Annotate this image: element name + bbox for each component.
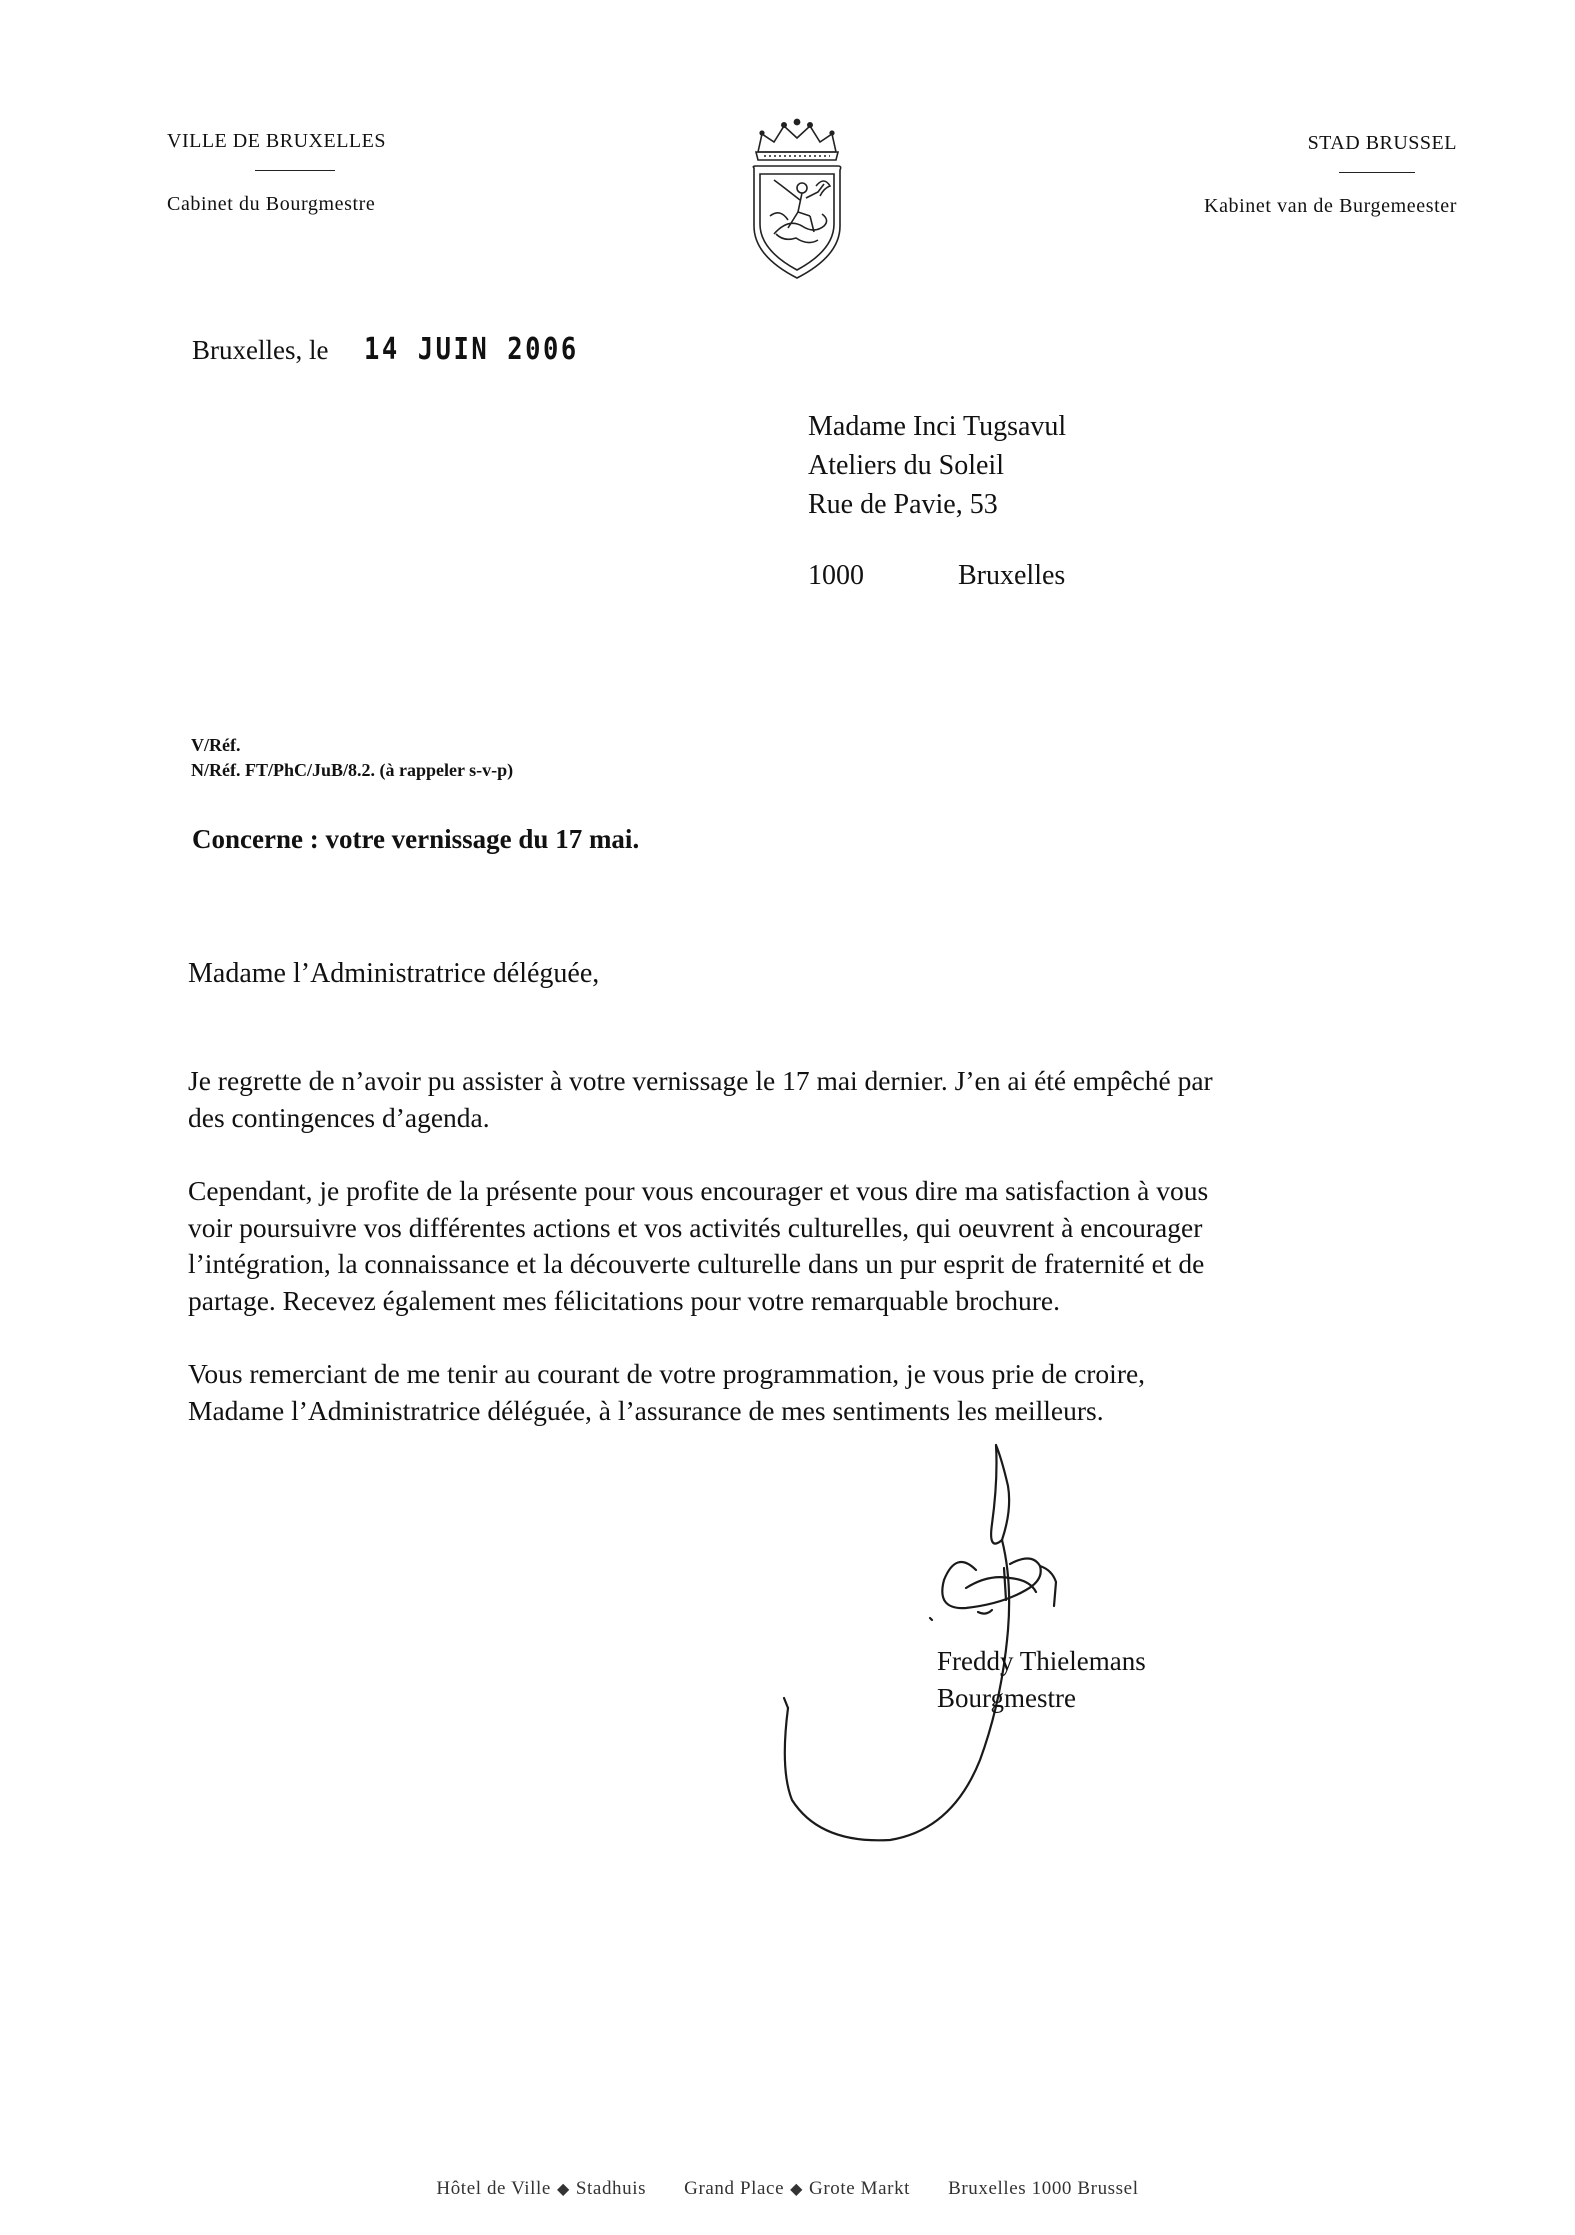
recipient-zip: 1000 bbox=[808, 560, 864, 591]
letterhead-divider-right bbox=[1339, 172, 1415, 173]
recipient-city: Bruxelles bbox=[958, 560, 1066, 591]
city-crest-emblem bbox=[744, 116, 850, 284]
paragraph-line: l’intégration, la connaissance et la découverte culturelle dans un pur esprit de fraternité et de bbox=[188, 1248, 1205, 1279]
letterhead-left bbox=[167, 128, 487, 217]
paragraph bbox=[188, 1063, 1448, 1136]
recipient-name: Madame Inci Tugsavul bbox=[808, 411, 1067, 442]
signatory-name: Freddy Thielemans bbox=[937, 1646, 1146, 1676]
diamond-separator-icon: ◆ bbox=[556, 2181, 570, 2198]
footer-town-hall-fr: Hôtel de Ville bbox=[436, 2178, 551, 2199]
date-line bbox=[192, 330, 617, 370]
paragraph-line: partage. Recevez également mes félicitations pour votre remarquable brochure. bbox=[188, 1284, 1060, 1316]
your-reference: V/Réf. bbox=[191, 735, 241, 755]
cabinet-nl: Kabinet van de Burgemeester bbox=[1204, 195, 1457, 217]
signatory-title: Bourgmestre bbox=[937, 1683, 1076, 1713]
paragraph bbox=[188, 1173, 1448, 1319]
paragraph-line: Cependant, je profite de la présente pour vous encourager et vous dire ma satisfaction à vous bbox=[188, 1175, 1209, 1206]
recipient-street: Rue de Pavie, 53 bbox=[808, 489, 998, 520]
paragraph-line: des contingences d’agenda. bbox=[188, 1101, 490, 1133]
letterhead-divider-left bbox=[255, 170, 335, 171]
letterhead-right bbox=[1097, 130, 1457, 219]
recipient-city-line bbox=[808, 556, 1066, 595]
paragraph bbox=[188, 1356, 1448, 1429]
footer-address bbox=[0, 2178, 1575, 2200]
paragraph-line: voir poursuivre vos différentes actions et vos activités culturelles, qui oeuvrent à encourager bbox=[188, 1211, 1203, 1243]
cabinet-fr: Cabinet du Bourgmestre bbox=[167, 193, 376, 215]
recipient-organization: Ateliers du Soleil bbox=[808, 450, 1004, 481]
paragraph-line: Vous remerciant de me tenir au courant de votre programmation, je vous prie de croire, bbox=[188, 1358, 1146, 1389]
paragraph-line: Je regrette de n’avoir pu assister à votre vernissage le 17 mai dernier. J’en ai été empêché par bbox=[188, 1065, 1213, 1096]
recipient-address bbox=[808, 407, 1066, 595]
city-name-nl: STAD BRUSSEL bbox=[1307, 132, 1457, 154]
date-prefix: Bruxelles, le bbox=[192, 335, 329, 365]
letter-body bbox=[188, 1063, 1448, 1466]
footer-square-nl: Grote Markt bbox=[809, 2178, 911, 2199]
city-name-fr: VILLE DE BRUXELLES bbox=[167, 130, 386, 152]
signatory bbox=[937, 1643, 1146, 1717]
salutation: Madame l’Administratrice déléguée, bbox=[188, 958, 600, 989]
paragraph-line: Madame l’Administratrice déléguée, à l’assurance de mes sentiments les meilleurs. bbox=[188, 1394, 1104, 1426]
references bbox=[191, 733, 513, 783]
diamond-separator-icon: ◆ bbox=[790, 2181, 804, 2198]
footer-square-fr: Grand Place bbox=[684, 2178, 785, 2199]
footer-town-hall-nl: Stadhuis bbox=[575, 2178, 647, 2199]
footer-city: Bruxelles 1000 Brussel bbox=[948, 2178, 1139, 2199]
subject-line: Concerne : votre vernissage du 17 mai. bbox=[192, 824, 640, 854]
date-stamp: 14 JUIN 2006 bbox=[364, 332, 580, 367]
our-reference: N/Réf. FT/PhC/JuB/8.2. (à rappeler s-v-p) bbox=[191, 760, 514, 780]
